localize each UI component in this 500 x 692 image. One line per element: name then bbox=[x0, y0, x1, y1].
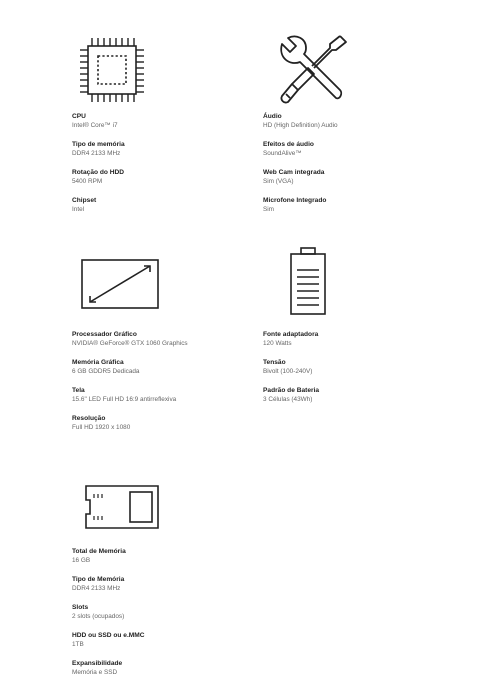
spec-value: DDR4 2133 MHz bbox=[72, 584, 121, 592]
spec-item bbox=[263, 197, 463, 214]
spec-label: Efeitos de áudio bbox=[263, 141, 314, 148]
spec-item bbox=[72, 387, 272, 404]
spec-value: Bivolt (100-240V) bbox=[263, 367, 313, 375]
spec-value: HD (High Definition) Audio bbox=[263, 121, 338, 129]
spec-value: Sim (VGA) bbox=[263, 177, 294, 185]
spec-item bbox=[263, 331, 463, 348]
spec-label: Tensão bbox=[263, 359, 286, 366]
spec-value: 120 Watts bbox=[263, 339, 292, 347]
spec-label: HDD ou SSD ou e.MMC bbox=[72, 632, 145, 639]
spec-item bbox=[72, 576, 272, 593]
spec-value: 16 GB bbox=[72, 556, 91, 564]
spec-item bbox=[263, 113, 463, 130]
spec-item bbox=[72, 331, 272, 348]
cpu-icon bbox=[78, 36, 146, 104]
spec-list-power bbox=[263, 331, 463, 415]
spec-item bbox=[72, 359, 272, 376]
spec-label: Tipo de Memória bbox=[72, 576, 125, 583]
spec-list-processor bbox=[72, 113, 272, 225]
spec-label: Rotação do HDD bbox=[72, 169, 125, 176]
spec-value: NVIDIA® GeForce® GTX 1060 Graphics bbox=[72, 339, 188, 347]
spec-value: Sim bbox=[263, 205, 275, 213]
spec-item bbox=[263, 141, 463, 158]
spec-label: CPU bbox=[72, 113, 86, 120]
spec-item bbox=[72, 415, 272, 432]
spec-label: Memória Gráfica bbox=[72, 359, 124, 366]
spec-value: Intel bbox=[72, 205, 85, 213]
spec-label: Tela bbox=[72, 387, 85, 394]
spec-item bbox=[72, 604, 272, 621]
spec-value: 15.6" LED Full HD 16:9 antirreflexiva bbox=[72, 395, 177, 403]
spec-label: Padrão de Bateria bbox=[263, 387, 320, 394]
spec-label: Web Cam integrada bbox=[263, 169, 325, 176]
spec-item bbox=[72, 660, 272, 677]
spec-list-audio bbox=[263, 113, 463, 225]
spec-label: Tipo de memória bbox=[72, 141, 125, 148]
spec-item bbox=[72, 632, 272, 649]
display-diagonal-icon bbox=[80, 258, 160, 310]
spec-value: 5400 RPM bbox=[72, 177, 103, 185]
spec-item bbox=[263, 359, 463, 376]
spec-list-graphics bbox=[72, 331, 272, 443]
memory-card-icon bbox=[84, 484, 162, 530]
spec-label: Expansibilidade bbox=[72, 660, 123, 667]
spec-list-memory bbox=[72, 548, 272, 688]
spec-value: Memória e SSD bbox=[72, 668, 118, 676]
spec-item bbox=[263, 387, 463, 404]
battery-icon bbox=[288, 246, 328, 316]
spec-item bbox=[72, 169, 272, 186]
spec-label: Chipset bbox=[72, 197, 97, 204]
spec-value: DDR4 2133 MHz bbox=[72, 149, 121, 157]
spec-item bbox=[72, 548, 272, 565]
spec-value: SoundAlive™ bbox=[263, 149, 302, 157]
spec-value: 2 slots (ocupados) bbox=[72, 612, 125, 620]
spec-value: 3 Células (43Wh) bbox=[263, 395, 313, 403]
spec-label: Processador Gráfico bbox=[72, 331, 137, 338]
spec-label: Slots bbox=[72, 604, 89, 611]
tools-icon bbox=[274, 32, 348, 106]
spec-item bbox=[263, 169, 463, 186]
spec-item bbox=[72, 113, 272, 130]
spec-label: Microfone Integrado bbox=[263, 197, 327, 204]
spec-item bbox=[72, 197, 272, 214]
spec-item bbox=[72, 141, 272, 158]
spec-label: Fonte adaptadora bbox=[263, 331, 319, 338]
spec-label: Resolução bbox=[72, 415, 106, 422]
spec-value: Full HD 1920 x 1080 bbox=[72, 423, 131, 431]
spec-value: 1TB bbox=[72, 640, 84, 648]
spec-value: 6 GB GDDR5 Dedicada bbox=[72, 367, 140, 375]
spec-label: Total de Memória bbox=[72, 548, 126, 555]
spec-value: Intel® Core™ i7 bbox=[72, 121, 118, 129]
spec-label: Áudio bbox=[263, 113, 282, 120]
